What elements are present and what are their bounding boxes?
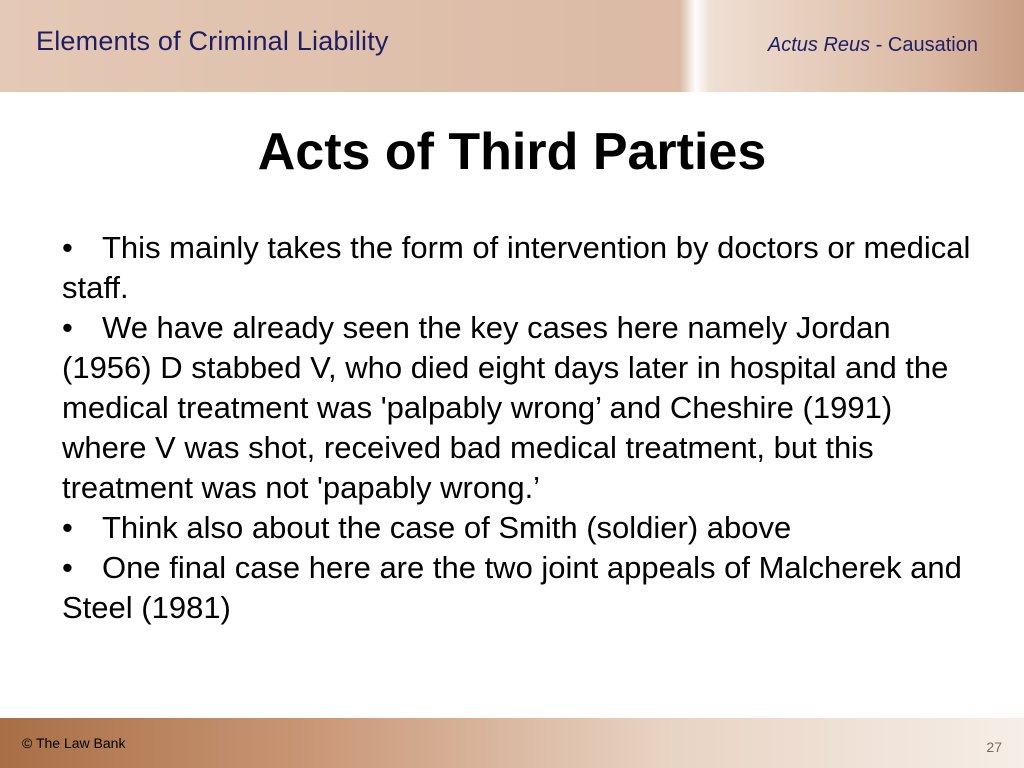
header-right-title-rest: - Causation [870,34,978,56]
bullet-item [62,548,972,628]
bullet-symbol: • [62,550,73,585]
bullet-item [62,308,972,508]
bullet-text: One final case here are the two joint appeals of Malcherek and Steel (1981) [62,550,962,625]
header-right-title [768,34,978,57]
bullet-text: Think also about the case of Smith (soldier) above [102,510,792,545]
bullet-symbol: • [62,510,73,545]
bullet-item [62,228,972,308]
page-number: 27 [986,739,1002,755]
footer-copyright: © The Law Bank [22,735,126,751]
header-left-title: Elements of Criminal Liability [36,26,389,56]
header-right-title-emphasis: Actus Reus [767,34,871,56]
header-divider [680,0,710,92]
slide-title: Acts of Third Parties [257,123,767,181]
bullet-item [62,508,972,548]
slide-body [62,228,972,628]
bullet-symbol: • [62,230,73,265]
bullet-text: We have already seen the key cases here namely Jordan (1956) D stabbed V, who died eight days later in hospital and the medical treatment was 'palpably wrong’ and Cheshire (1991) where V was shot, received bad medical treatment, but this treatment was not 'papably wrong.’ [62,310,949,505]
bullet-symbol: • [62,310,73,345]
footer-band [0,718,1024,768]
bullet-text: This mainly takes the form of intervention by doctors or medical staff. [62,230,971,305]
